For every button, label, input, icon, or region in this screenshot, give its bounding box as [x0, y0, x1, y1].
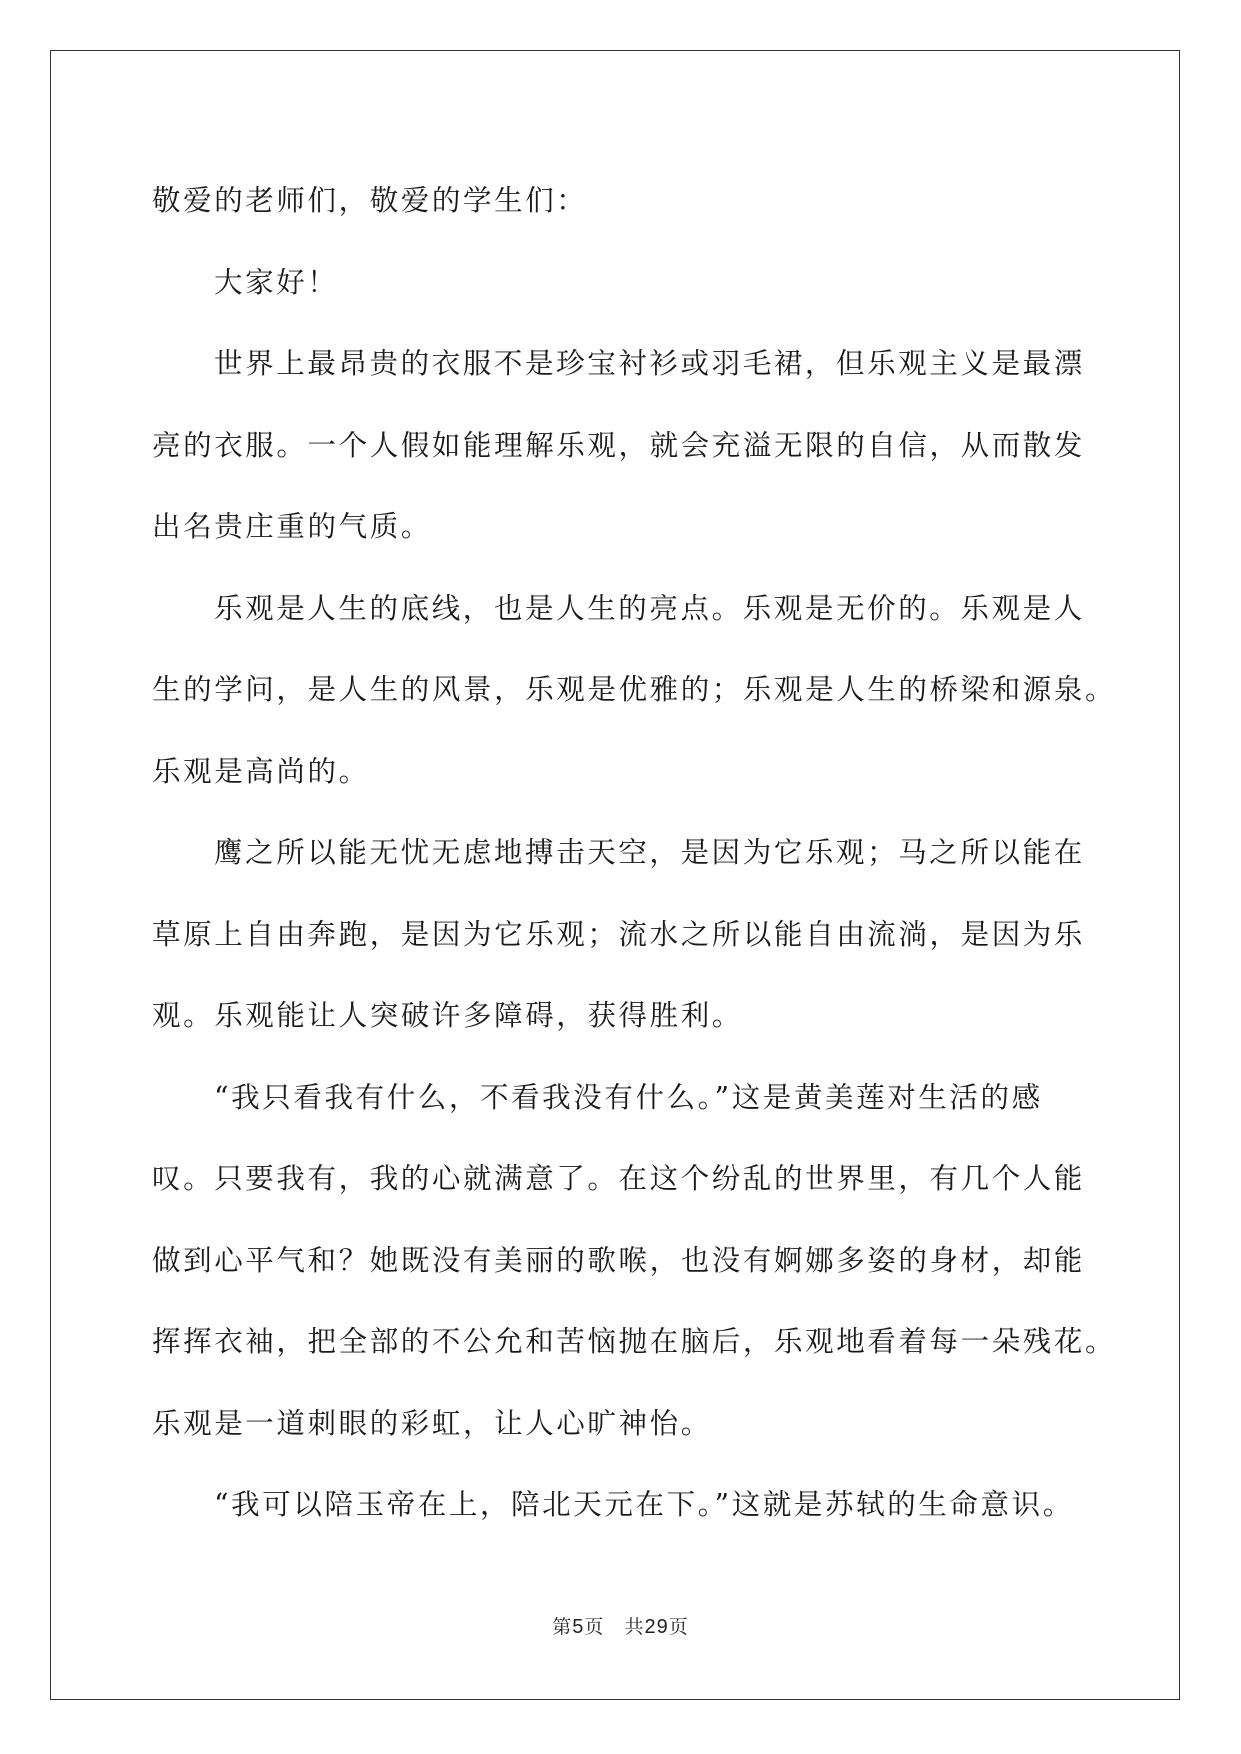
text-line: 出名贵庄重的气质。 [152, 510, 432, 543]
footer-total-suffix: 页 [668, 1616, 689, 1638]
document-body [152, 160, 1117, 1546]
text-line: 乐观是人生的底线，也是人生的亮点。乐观是无价的。乐观是人 [214, 591, 1085, 625]
text-line: 亮的衣服。一个人假如能理解乐观，就会充溢无限的自信，从而散发 [152, 428, 1086, 462]
text-line: 世界上最昂贵的衣服不是珍宝衬衫或羽毛裙，但乐观主义是最漂 [214, 347, 1085, 380]
footer-total-pages: 29 [644, 1616, 669, 1638]
text-line: 乐观是一道刺眼的彩虹，让人心旷神怡。 [152, 1406, 712, 1440]
text-line: 草原上自由奔跑，是因为它乐观；流水之所以能自由流淌，是因为乐 [152, 917, 1086, 951]
page-footer [0, 1612, 1241, 1639]
text-line: “我只看我有什么，不看我没有什么。”这是黄美莲对生活的感 [214, 1080, 1043, 1114]
text-line: 挥挥衣袖，把全部的不公允和苦恼抛在脑后，乐观地看着每一朵残花。 [152, 1325, 1117, 1358]
text-line: 大家好！ [214, 265, 339, 299]
footer-page-number: 5 [572, 1616, 585, 1638]
text-line: 观。乐观能让人突破许多障碍，获得胜利。 [152, 999, 743, 1032]
text-line: 乐观是高尚的。 [152, 754, 370, 788]
footer-page-prefix: 第 [552, 1616, 573, 1638]
text-line: 敬爱的老师们，敬爱的学生们： [152, 184, 588, 217]
text-line: 做到心平气和？她既没有美丽的歌喉，也没有婀娜多姿的身材，却能 [152, 1243, 1086, 1277]
text-line: 叹。只要我有，我的心就满意了。在这个纷乱的世界里，有几个人能 [152, 1162, 1086, 1195]
text-line: “我可以陪玉帝在上，陪北天元在下。”这就是苏轼的生命意识。 [214, 1488, 1074, 1521]
footer-total-prefix: 共 [624, 1616, 645, 1638]
text-line: 鹰之所以能无忧无虑地搏击天空，是因为它乐观；马之所以能在 [214, 836, 1085, 869]
text-line: 生的学问，是人生的风景，乐观是优雅的；乐观是人生的桥梁和源泉。 [152, 673, 1117, 706]
footer-page-suffix: 页 [584, 1616, 605, 1638]
